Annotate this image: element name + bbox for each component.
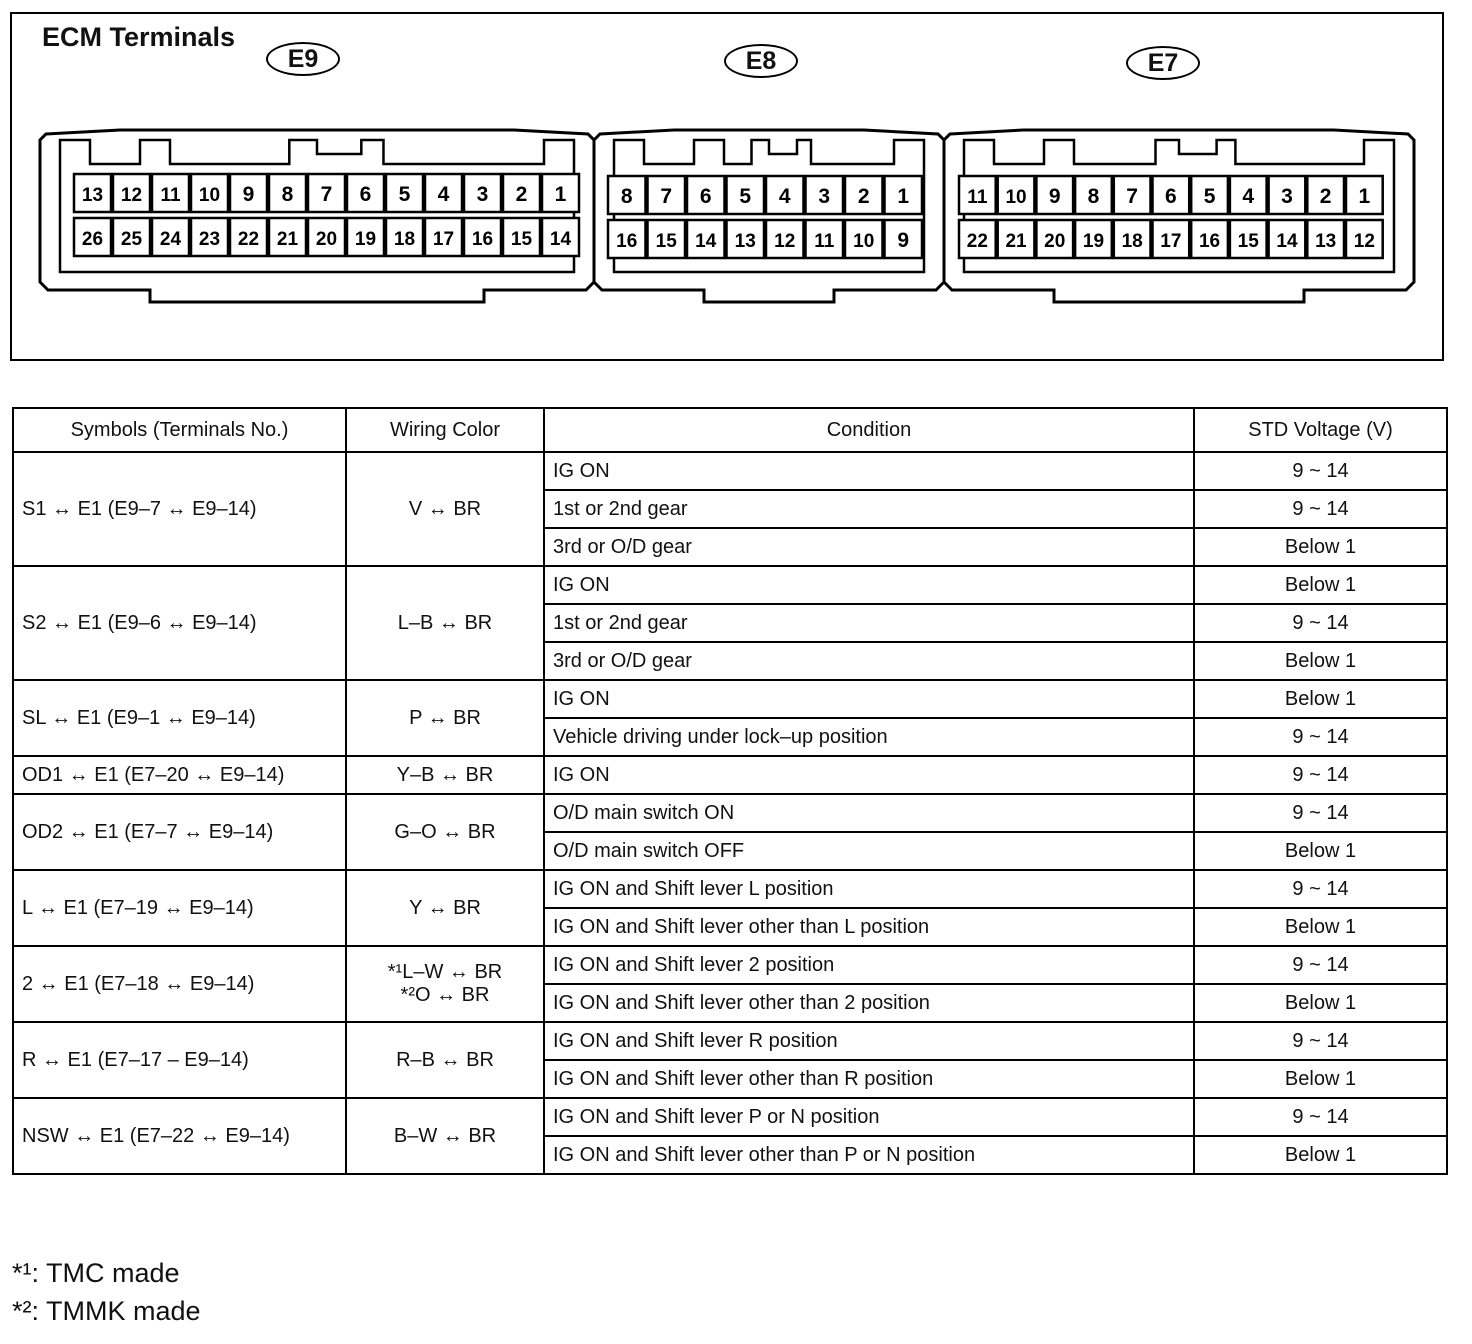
- symbol-cell: 2 ↔ E1 (E7–18 ↔ E9–14): [13, 946, 346, 1022]
- voltage-cell: Below 1: [1194, 566, 1447, 604]
- symbol-cell: R ↔ E1 (E7–17 – E9–14): [13, 1022, 346, 1098]
- condition-cell: 3rd or O/D gear: [544, 528, 1194, 566]
- connector-e8-shell: [594, 130, 944, 302]
- symbol-cell: OD1 ↔ E1 (E7–20 ↔ E9–14): [13, 756, 346, 794]
- terminal-number: 21: [276, 229, 299, 250]
- terminal-number: 5: [1203, 185, 1216, 208]
- symbol-cell: SL ↔ E1 (E9–1 ↔ E9–14): [13, 680, 346, 756]
- wiring-color-value: P ↔ BR: [409, 706, 481, 729]
- condition-cell: IG ON and Shift lever other than R position: [544, 1060, 1194, 1098]
- terminal-number: 10: [1005, 187, 1027, 208]
- wiring-color-value: R–B ↔ BR: [396, 1048, 494, 1071]
- terminal-number: 4: [778, 185, 791, 208]
- table-row: [13, 1022, 1447, 1060]
- voltage-cell: 9 ~ 14: [1194, 870, 1447, 908]
- table-row: [13, 870, 1447, 908]
- terminal-number: 7: [320, 183, 333, 206]
- header-wiring-color: Wiring Color: [346, 408, 544, 452]
- wiring-color-value: V ↔ BR: [408, 497, 482, 520]
- condition-cell: O/D main switch OFF: [544, 832, 1194, 870]
- terminal-number: 11: [967, 187, 988, 208]
- terminal-number: 15: [1237, 231, 1259, 252]
- condition-cell: IG ON: [544, 680, 1194, 718]
- wiring-color-value: Y–B ↔ BR: [396, 763, 494, 786]
- terminal-number: 1: [554, 183, 567, 206]
- voltage-cell: 9 ~ 14: [1194, 756, 1447, 794]
- symbol-cell: NSW ↔ E1 (E7–22 ↔ E9–14): [13, 1098, 346, 1174]
- table-row: [13, 680, 1447, 718]
- wiring-color-cell: [346, 794, 544, 870]
- connector-e9-shell: [40, 130, 594, 302]
- terminal-number: 13: [1315, 231, 1337, 252]
- connector-label-e8: E8: [724, 44, 798, 78]
- terminal-number: 15: [655, 231, 677, 252]
- table-row: [13, 566, 1447, 604]
- terminal-number: 5: [739, 185, 752, 208]
- terminal-number: 10: [853, 231, 875, 252]
- terminal-number: 6: [699, 185, 712, 208]
- terminal-number: 2: [515, 183, 528, 206]
- wiring-color-value: G–O ↔ BR: [394, 820, 496, 843]
- condition-cell: 3rd or O/D gear: [544, 642, 1194, 680]
- condition-cell: IG ON and Shift lever P or N position: [544, 1098, 1194, 1136]
- voltage-cell: 9 ~ 14: [1194, 946, 1447, 984]
- header-std-voltage: STD Voltage (V): [1194, 408, 1447, 452]
- condition-cell: IG ON and Shift lever other than L position: [544, 908, 1194, 946]
- wiring-color-value: *²O ↔ BR: [400, 984, 490, 1006]
- condition-cell: IG ON and Shift lever other than P or N position: [544, 1136, 1194, 1174]
- symbol-cell: OD2 ↔ E1 (E7–7 ↔ E9–14): [13, 794, 346, 870]
- table-row: [13, 794, 1447, 832]
- voltage-cell: Below 1: [1194, 832, 1447, 870]
- terminal-number: 16: [471, 229, 494, 250]
- voltage-cell: 9 ~ 14: [1194, 1098, 1447, 1136]
- connector-label-e9: E9: [266, 42, 340, 76]
- connector-e7-shell: [944, 130, 1414, 302]
- terminal-number: 19: [1082, 231, 1105, 252]
- footnote-tmmk: *²: TMMK made: [12, 1296, 201, 1326]
- terminal-number: 19: [354, 229, 377, 250]
- terminal-number: 16: [616, 231, 638, 252]
- voltage-cell: 9 ~ 14: [1194, 604, 1447, 642]
- voltage-cell: 9 ~ 14: [1194, 1022, 1447, 1060]
- terminal-number: 18: [1121, 231, 1143, 252]
- terminal-number: 9: [242, 183, 255, 206]
- voltage-cell: 9 ~ 14: [1194, 490, 1447, 528]
- voltage-cell: Below 1: [1194, 908, 1447, 946]
- terminal-number: 24: [159, 229, 182, 250]
- terminal-number: 7: [660, 185, 673, 208]
- terminal-number: 11: [814, 231, 835, 252]
- voltage-cell: Below 1: [1194, 528, 1447, 566]
- wiring-color-cell: [346, 756, 544, 794]
- condition-cell: IG ON and Shift lever L position: [544, 870, 1194, 908]
- terminal-number: 11: [160, 185, 181, 206]
- terminal-number: 3: [476, 183, 489, 206]
- terminal-number: 4: [437, 183, 450, 206]
- voltage-cell: Below 1: [1194, 1060, 1447, 1098]
- wiring-color-cell: [346, 946, 544, 1022]
- terminal-number: 5: [398, 183, 411, 206]
- terminal-number: 12: [120, 185, 143, 206]
- header-symbols: Symbols (Terminals No.): [13, 408, 346, 452]
- footnote-tmc: *¹: TMC made: [12, 1258, 180, 1288]
- terminal-number: 9: [1048, 185, 1061, 208]
- terminal-number: 22: [966, 231, 988, 252]
- condition-cell: IG ON: [544, 756, 1194, 794]
- footnotes: [12, 1254, 201, 1330]
- terminal-number: 10: [198, 185, 221, 206]
- terminal-number: 8: [281, 183, 294, 206]
- terminal-number: 26: [81, 229, 104, 250]
- terminal-number: 9: [897, 229, 910, 252]
- terminal-number: 8: [1087, 185, 1100, 208]
- terminal-number: 17: [1160, 231, 1182, 252]
- wiring-color-value: Y ↔ BR: [409, 896, 481, 919]
- table-row: [13, 452, 1447, 490]
- voltage-cell: 9 ~ 14: [1194, 718, 1447, 756]
- terminal-number: 13: [734, 231, 756, 252]
- table-row: [13, 756, 1447, 794]
- wiring-color-cell: [346, 870, 544, 946]
- symbol-cell: S1 ↔ E1 (E9–7 ↔ E9–14): [13, 452, 346, 566]
- terminal-number: 18: [393, 229, 416, 250]
- terminal-number: 14: [695, 231, 717, 252]
- terminal-number: 17: [432, 229, 455, 250]
- connector-label-e7: E7: [1126, 46, 1200, 80]
- terminal-number: 21: [1005, 231, 1027, 252]
- terminal-number: 23: [198, 229, 221, 250]
- terminal-number: 20: [315, 229, 338, 250]
- terminal-voltage-table: [12, 407, 1448, 1175]
- wiring-color-value: *¹L–W ↔ BR: [387, 961, 503, 983]
- terminal-number: 14: [1276, 231, 1298, 252]
- terminal-number: 2: [1319, 185, 1332, 208]
- table-body: [13, 452, 1447, 1174]
- table-header-row: [13, 408, 1447, 452]
- terminal-number: 3: [818, 185, 831, 208]
- wiring-color-value: L–B ↔ BR: [397, 611, 493, 634]
- symbol-cell: L ↔ E1 (E7–19 ↔ E9–14): [13, 870, 346, 946]
- terminal-number: 22: [237, 229, 260, 250]
- terminal-number: 13: [81, 185, 104, 206]
- terminal-number: 20: [1044, 231, 1066, 252]
- wiring-color-cell: [346, 1098, 544, 1174]
- condition-cell: IG ON: [544, 452, 1194, 490]
- voltage-cell: Below 1: [1194, 642, 1447, 680]
- wiring-color-cell: [346, 1022, 544, 1098]
- terminal-number: 3: [1281, 185, 1293, 208]
- ecm-title: ECM Terminals: [42, 22, 236, 52]
- terminal-number: 1: [897, 185, 910, 208]
- voltage-cell: Below 1: [1194, 984, 1447, 1022]
- wiring-color-cell: [346, 566, 544, 680]
- terminal-number: 4: [1242, 185, 1255, 208]
- table-row: [13, 1098, 1447, 1136]
- terminal-number: 2: [857, 185, 870, 208]
- symbol-cell: S2 ↔ E1 (E9–6 ↔ E9–14): [13, 566, 346, 680]
- voltage-cell: 9 ~ 14: [1194, 452, 1447, 490]
- voltage-cell: Below 1: [1194, 680, 1447, 718]
- wiring-color-value: B–W ↔ BR: [393, 1124, 497, 1147]
- terminal-number: 12: [774, 231, 796, 252]
- terminal-number: 15: [510, 229, 533, 250]
- terminal-number: 16: [1198, 231, 1221, 252]
- terminal-number: 25: [120, 229, 143, 250]
- condition-cell: O/D main switch ON: [544, 794, 1194, 832]
- voltage-cell: 9 ~ 14: [1194, 794, 1447, 832]
- voltage-cell: Below 1: [1194, 1136, 1447, 1174]
- terminal-number: 1: [1358, 185, 1371, 208]
- condition-cell: IG ON and Shift lever other than 2 position: [544, 984, 1194, 1022]
- condition-cell: 1st or 2nd gear: [544, 490, 1194, 528]
- terminal-number: 6: [1165, 185, 1177, 208]
- terminal-number: 6: [359, 183, 372, 206]
- terminal-number: 12: [1353, 231, 1375, 252]
- ecm-terminals-panel: [10, 12, 1444, 361]
- wiring-color-cell: [346, 680, 544, 756]
- terminal-number: 14: [549, 229, 572, 250]
- table-row: [13, 946, 1447, 984]
- condition-cell: 1st or 2nd gear: [544, 604, 1194, 642]
- condition-cell: IG ON and Shift lever R position: [544, 1022, 1194, 1060]
- condition-cell: Vehicle driving under lock–up position: [544, 718, 1194, 756]
- terminal-number: 8: [620, 185, 633, 208]
- condition-cell: IG ON: [544, 566, 1194, 604]
- terminal-table-wrapper: [12, 407, 1448, 1175]
- header-condition: Condition: [544, 408, 1194, 452]
- condition-cell: IG ON and Shift lever 2 position: [544, 946, 1194, 984]
- wiring-color-cell: [346, 452, 544, 566]
- terminal-number: 7: [1126, 185, 1138, 208]
